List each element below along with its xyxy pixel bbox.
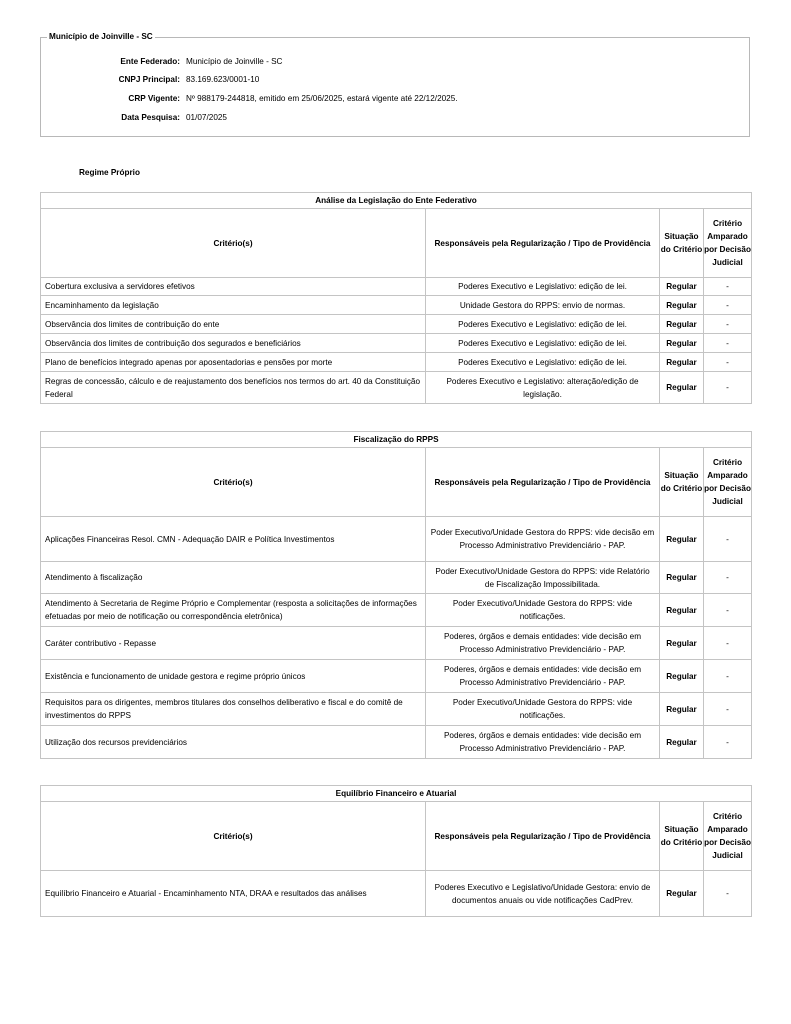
col-header-responsaveis: Responsáveis pela Regularização / Tipo de Providência <box>426 448 660 517</box>
table-row <box>41 296 752 315</box>
situacao-cell: Regular <box>660 278 704 296</box>
criterio-cell: Caráter contributivo - Repasse <box>41 627 426 660</box>
criterio-cell: Atendimento à fiscalização <box>41 562 426 594</box>
responsaveis-cell: Poderes Executivo e Legislativo/Unidade Gestora: envio de documentos anuais ou vide notificações CadPrev. <box>426 871 660 917</box>
responsaveis-cell: Poderes, órgãos e demais entidades: vide decisão em Processo Administrativo Previdenciário - PAP. <box>426 660 660 693</box>
responsaveis-cell: Poderes Executivo e Legislativo: alteração/edição de legislação. <box>426 372 660 404</box>
amparado-cell: - <box>704 372 752 404</box>
table-title: Análise da Legislação do Ente Federativo <box>41 193 752 209</box>
responsaveis-cell: Poderes Executivo e Legislativo: edição de lei. <box>426 278 660 296</box>
situacao-cell: Regular <box>660 353 704 372</box>
cnpj-label: CNPJ Principal: <box>118 75 180 84</box>
amparado-cell: - <box>704 315 752 334</box>
table-row <box>41 594 752 627</box>
data-pesquisa-row <box>50 113 740 125</box>
table-row <box>41 693 752 726</box>
regime-heading: Regime Próprio <box>79 168 140 177</box>
situacao-cell: Regular <box>660 627 704 660</box>
criterio-cell: Encaminhamento da legislação <box>41 296 426 315</box>
col-header-criterio: Critério(s) <box>41 209 426 278</box>
responsaveis-cell: Poderes, órgãos e demais entidades: vide decisão em Processo Administrativo Previdenciário - PAP. <box>426 726 660 759</box>
situacao-cell: Regular <box>660 372 704 404</box>
table-row <box>41 334 752 353</box>
criterio-cell: Cobertura exclusiva a servidores efetivos <box>41 278 426 296</box>
col-header-situacao: Situação do Critério <box>660 802 704 871</box>
col-header-situacao: Situação do Critério <box>660 209 704 278</box>
ente-federado-row <box>50 57 740 69</box>
amparado-cell: - <box>704 660 752 693</box>
situacao-cell: Regular <box>660 660 704 693</box>
table-row <box>41 726 752 759</box>
responsaveis-cell: Poderes, órgãos e demais entidades: vide decisão em Processo Administrativo Previdenciário - PAP. <box>426 627 660 660</box>
table-row <box>41 871 752 917</box>
responsaveis-cell: Poder Executivo/Unidade Gestora do RPPS: vide Relatório de Fiscalização Impossibilitada. <box>426 562 660 594</box>
table-row <box>41 517 752 562</box>
responsaveis-cell: Poderes Executivo e Legislativo: edição de lei. <box>426 353 660 372</box>
criterio-cell: Aplicações Financeiras Resol. CMN - Adequação DAIR e Política Investimentos <box>41 517 426 562</box>
criterio-cell: Requisitos para os dirigentes, membros titulares dos conselhos deliberativo e fiscal e do comitê de investimentos do RPPS <box>41 693 426 726</box>
amparado-cell: - <box>704 594 752 627</box>
crp-row <box>50 94 740 106</box>
situacao-cell: Regular <box>660 315 704 334</box>
crp-value: Nº 988179-244818, emitido em 25/06/2025, estará vigente até 22/12/2025. <box>186 94 458 103</box>
criteria-table <box>40 431 752 759</box>
situacao-cell: Regular <box>660 693 704 726</box>
situacao-cell: Regular <box>660 871 704 917</box>
criterio-cell: Equilíbrio Financeiro e Atuarial - Encaminhamento NTA, DRAA e resultados das análises <box>41 871 426 917</box>
table-row <box>41 278 752 296</box>
criterio-cell: Utilização dos recursos previdenciários <box>41 726 426 759</box>
amparado-cell: - <box>704 334 752 353</box>
table-title: Equilíbrio Financeiro e Atuarial <box>41 786 752 802</box>
table-title: Fiscalização do RPPS <box>41 432 752 448</box>
data-pesquisa-label: Data Pesquisa: <box>121 113 180 122</box>
responsaveis-cell: Poder Executivo/Unidade Gestora do RPPS: vide decisão em Processo Administrativo Previdenciário - PAP. <box>426 517 660 562</box>
crp-label: CRP Vigente: <box>128 94 180 103</box>
ente-federado-label: Ente Federado: <box>120 57 180 66</box>
col-header-criterio: Critério(s) <box>41 802 426 871</box>
criteria-table <box>40 192 752 404</box>
amparado-cell: - <box>704 562 752 594</box>
cnpj-row <box>50 75 740 87</box>
table-row <box>41 353 752 372</box>
page-title: Município de Joinville - SC <box>49 32 153 41</box>
amparado-cell: - <box>704 353 752 372</box>
amparado-cell: - <box>704 627 752 660</box>
situacao-cell: Regular <box>660 594 704 627</box>
criterio-cell: Existência e funcionamento de unidade gestora e regime próprio únicos <box>41 660 426 693</box>
responsaveis-cell: Unidade Gestora do RPPS: envio de normas. <box>426 296 660 315</box>
situacao-cell: Regular <box>660 562 704 594</box>
amparado-cell: - <box>704 871 752 917</box>
cnpj-value: 83.169.623/0001-10 <box>186 75 260 84</box>
data-pesquisa-value: 01/07/2025 <box>186 113 227 122</box>
amparado-cell: - <box>704 726 752 759</box>
col-header-responsaveis: Responsáveis pela Regularização / Tipo de Providência <box>426 209 660 278</box>
amparado-cell: - <box>704 517 752 562</box>
col-header-responsaveis: Responsáveis pela Regularização / Tipo de Providência <box>426 802 660 871</box>
situacao-cell: Regular <box>660 726 704 759</box>
table-row <box>41 372 752 404</box>
col-header-situacao: Situação do Critério <box>660 448 704 517</box>
responsaveis-cell: Poderes Executivo e Legislativo: edição de lei. <box>426 334 660 353</box>
ente-federado-value: Município de Joinville - SC <box>186 57 283 66</box>
criterio-cell: Observância dos limites de contribuição dos segurados e beneficiários <box>41 334 426 353</box>
amparado-cell: - <box>704 296 752 315</box>
table-row <box>41 660 752 693</box>
criterio-cell: Plano de benefícios integrado apenas por aposentadorias e pensões por morte <box>41 353 426 372</box>
responsaveis-cell: Poder Executivo/Unidade Gestora do RPPS: vide notificações. <box>426 693 660 726</box>
table-row <box>41 315 752 334</box>
col-header-criterio: Critério(s) <box>41 448 426 517</box>
amparado-cell: - <box>704 693 752 726</box>
amparado-cell: - <box>704 278 752 296</box>
criterio-cell: Atendimento à Secretaria de Regime Próprio e Complementar (resposta a solicitações de informações efetuadas por meio de notificação ou correspondência eletrônica) <box>41 594 426 627</box>
criteria-table <box>40 785 752 917</box>
responsaveis-cell: Poderes Executivo e Legislativo: edição de lei. <box>426 315 660 334</box>
col-header-amparado: Critério Amparado por Decisão Judicial <box>704 802 752 871</box>
responsaveis-cell: Poder Executivo/Unidade Gestora do RPPS: vide notificações. <box>426 594 660 627</box>
situacao-cell: Regular <box>660 517 704 562</box>
table-row <box>41 627 752 660</box>
situacao-cell: Regular <box>660 334 704 353</box>
criterio-cell: Regras de concessão, cálculo e de reajustamento dos benefícios nos termos do art. 40 da Constituição Federal <box>41 372 426 404</box>
situacao-cell: Regular <box>660 296 704 315</box>
criterio-cell: Observância dos limites de contribuição do ente <box>41 315 426 334</box>
col-header-amparado: Critério Amparado por Decisão Judicial <box>704 448 752 517</box>
table-row <box>41 562 752 594</box>
col-header-amparado: Critério Amparado por Decisão Judicial <box>704 209 752 278</box>
